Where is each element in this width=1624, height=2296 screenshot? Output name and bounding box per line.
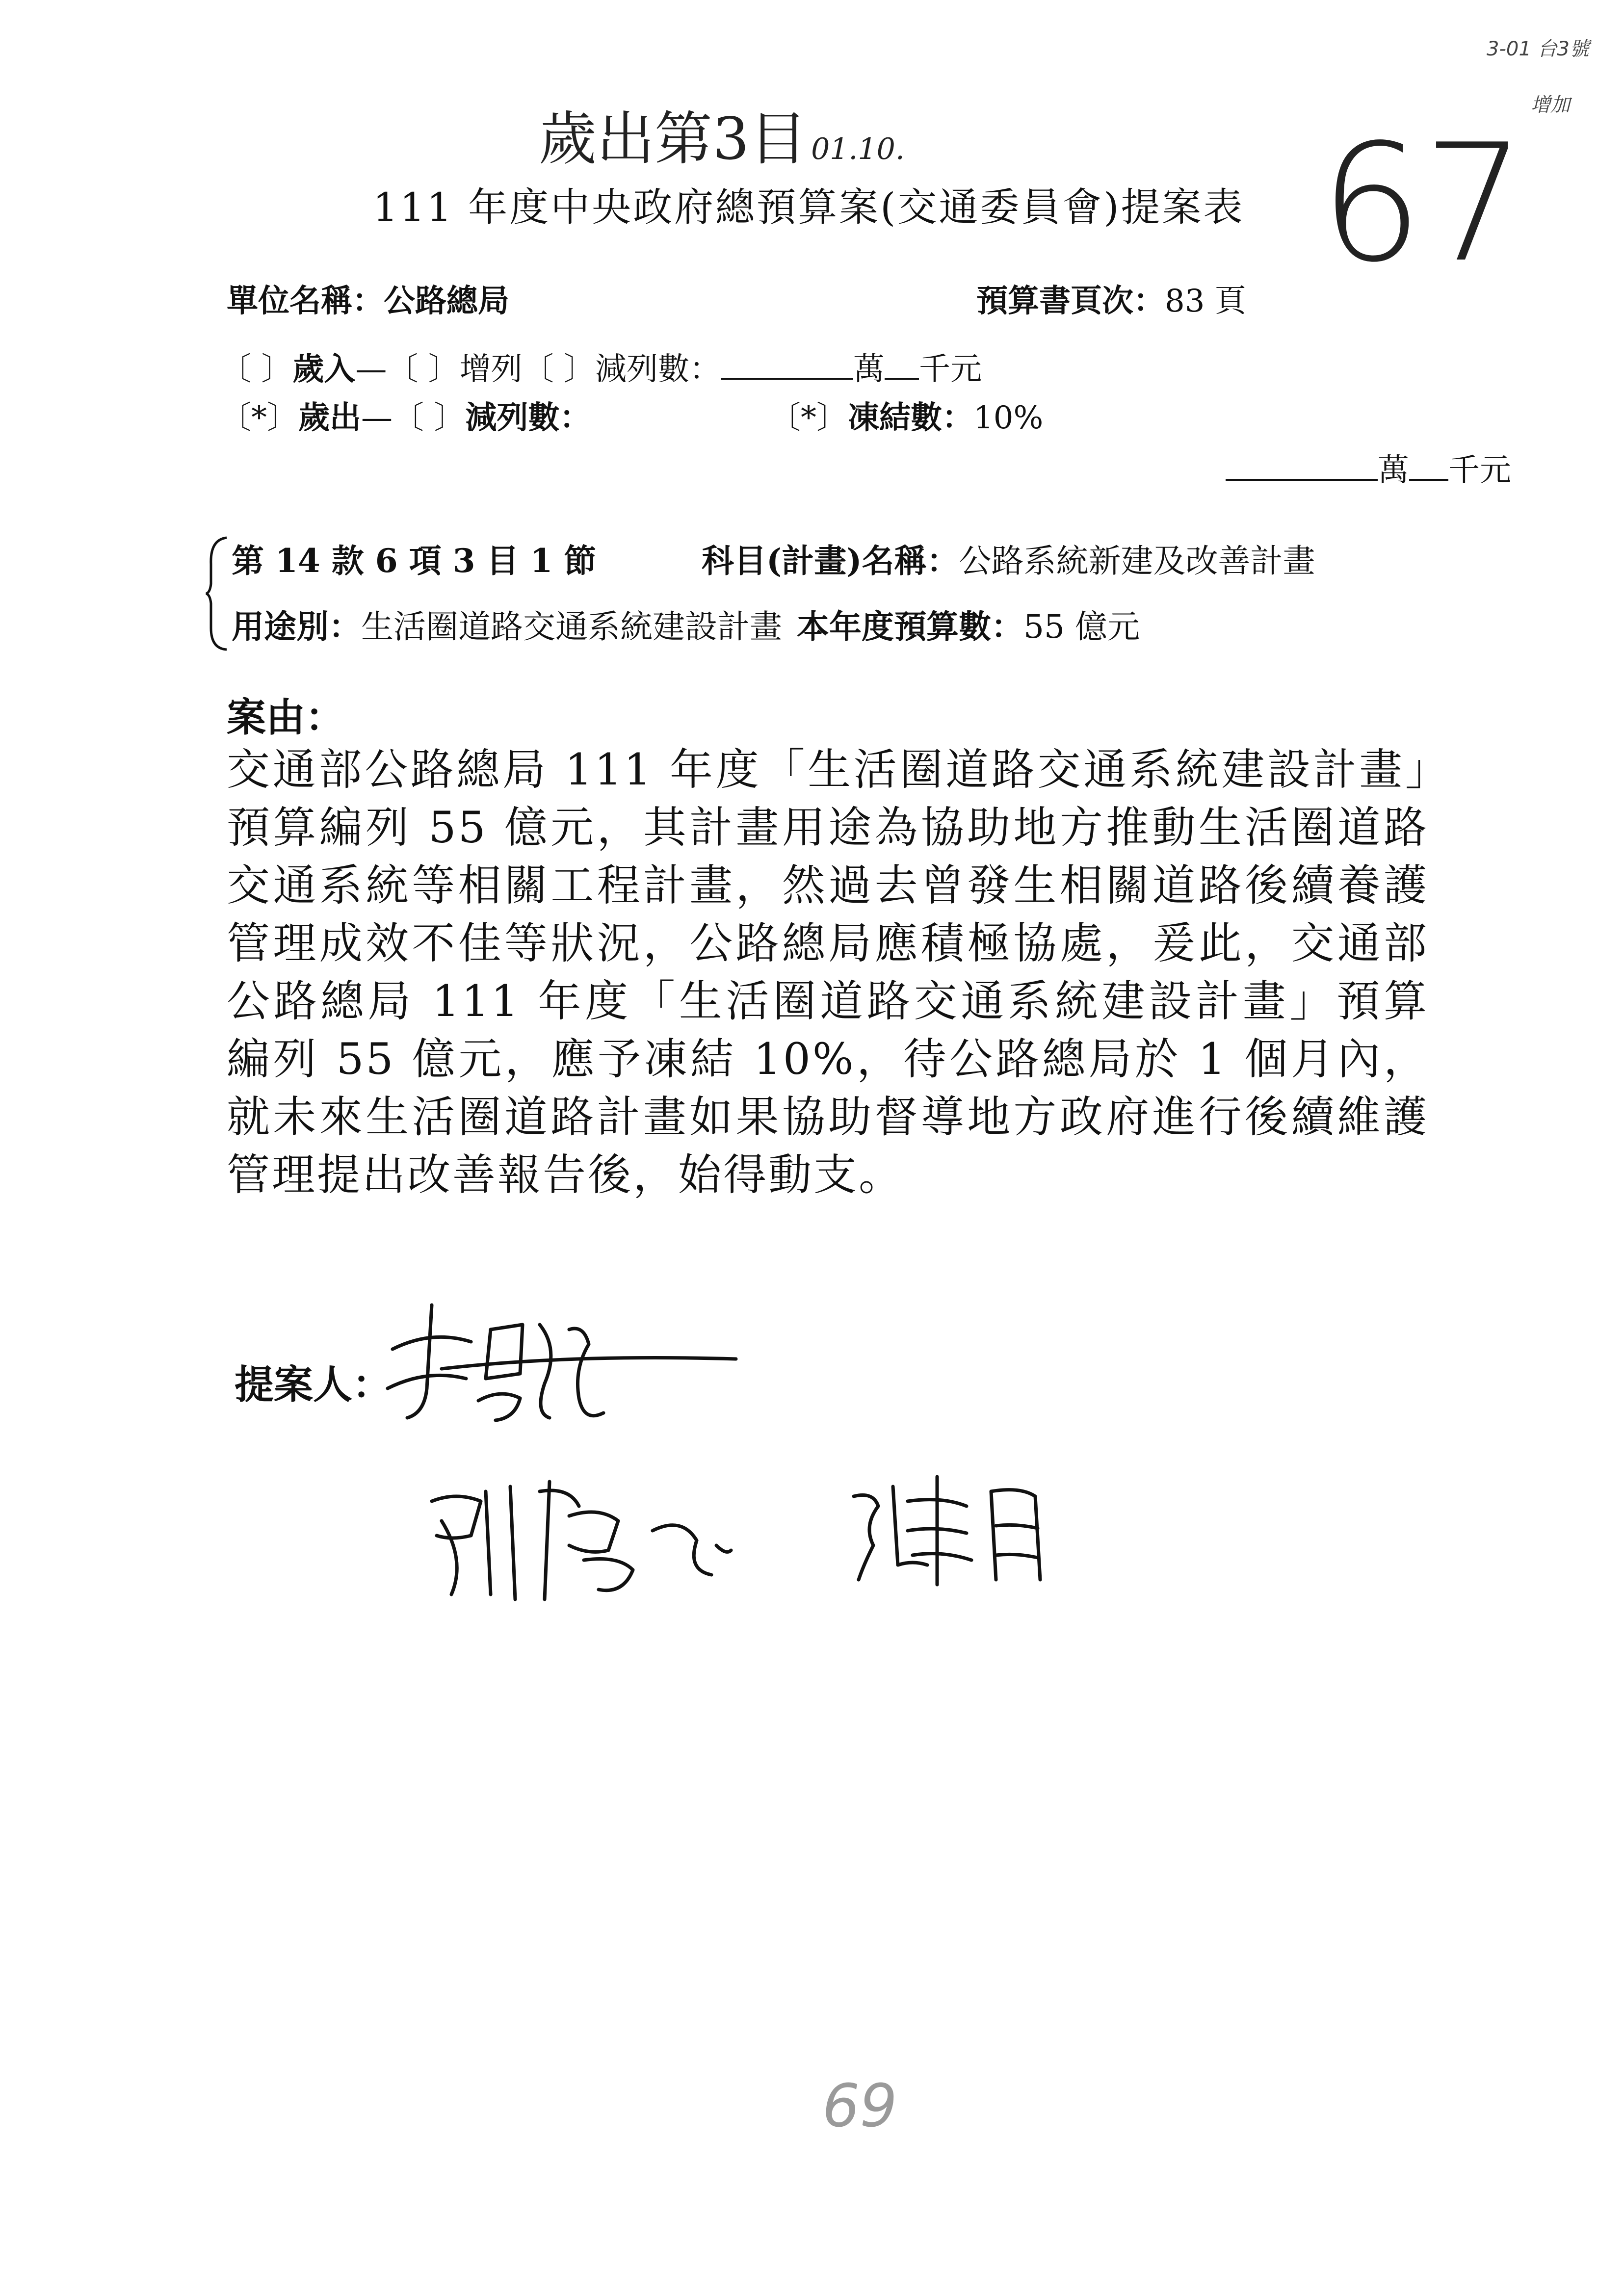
usage-line — [232, 607, 1140, 646]
cut-checkbox: 〔 〕 — [393, 400, 466, 436]
item-section-line — [232, 542, 597, 580]
expenditure-checkbox: 〔*〕 — [220, 400, 298, 436]
amount-qian-unit: 千元 — [1448, 452, 1511, 489]
handwritten-page-number: 67 — [1320, 109, 1526, 298]
corner-note-2: 增加 — [1531, 94, 1570, 116]
subject-value: 公路系統新建及改善計畫 — [959, 542, 1315, 580]
signature-2 — [422, 1472, 736, 1609]
section-code: 第 14 款 6 項 3 目 1 節 — [232, 542, 597, 580]
increase-checkbox: 〔 〕 — [387, 351, 460, 388]
amount-wan-unit: 萬 — [1378, 452, 1409, 489]
budget-value: 55 億元 — [1023, 608, 1140, 646]
budget-page-line — [976, 283, 1246, 319]
signature-1 — [373, 1295, 746, 1442]
signature-3 — [844, 1467, 1079, 1594]
budget-label: 本年度預算數： — [797, 607, 1023, 646]
amount-line — [1226, 452, 1511, 489]
unit-label: 單位名稱： — [227, 283, 384, 319]
expenditure-label: 歲出 — [298, 399, 361, 436]
budget-page-label: 預算書頁次： — [976, 283, 1165, 319]
amount-qian-blank — [1409, 452, 1448, 481]
item-bracket — [205, 535, 235, 652]
amount-wan-blank — [1226, 452, 1378, 481]
revenue-line — [220, 351, 982, 388]
qian-unit: 千元 — [919, 351, 982, 388]
page-title: 111 年度中央政府總預算案(交通委員會)提案表 — [373, 184, 1245, 230]
revenue-checkbox: 〔 〕 — [220, 351, 293, 388]
handwritten-category: 歲出第3目 01.10. — [539, 105, 905, 173]
bottom-page-number: 69 — [822, 2072, 897, 2140]
proposer-label: 提案人： — [235, 1361, 392, 1408]
decrease-checkbox: 〔 〕 — [522, 351, 596, 388]
freeze-value: 10% — [973, 400, 1044, 436]
revenue-dash: — — [355, 351, 387, 388]
usage-label: 用途別： — [232, 607, 361, 646]
cut-label: 減列數： — [465, 399, 591, 436]
usage-value: 生活圈道路交通系統建設計畫 — [361, 608, 782, 646]
revenue-label: 歲入 — [292, 351, 356, 388]
decrease-label: 減列數： — [595, 351, 721, 388]
subject-label: 科目(計畫)名稱： — [702, 542, 959, 580]
wan-unit: 萬 — [853, 351, 885, 388]
unit-line — [227, 283, 509, 319]
corner-note-1: 3-01 台3號 — [1487, 38, 1589, 60]
handwritten-date: 01.10. — [811, 132, 905, 166]
increase-label: 增列 — [459, 351, 523, 388]
reason-text: 交通部公路總局 111 年度「生活圈道路交通系統建設計畫」預算編列 55 億元，其計畫用途為協助地方推動生活圈道路交通系統等相關工程計畫，然過去曾發生相關道路後續養護管理成效不佳等狀況，公路總局應積極協處，爰此，交通部公路總局 111 年度「生活圈道路交通系統建設計畫」預算編列 55 億元，應予凍結 10%，待公路總局於 1 個月內，就未來生活圈道路計畫如果協助督導地方政府進行後續維護管理提出改善報告後，始得動支。 — [227, 744, 1429, 1200]
expenditure-dash: — — [361, 400, 393, 436]
subject-line — [702, 542, 1315, 580]
freeze-checkbox: 〔*〕 — [769, 400, 848, 436]
reason-heading: 案由： — [227, 694, 344, 740]
wan-blank — [721, 351, 853, 380]
freeze-line — [769, 399, 1044, 436]
qian-blank — [885, 351, 919, 380]
expenditure-line — [220, 399, 591, 436]
freeze-label: 凍結數： — [848, 399, 973, 436]
budget-page-value: 83 頁 — [1165, 283, 1246, 319]
unit-value: 公路總局 — [384, 283, 509, 319]
